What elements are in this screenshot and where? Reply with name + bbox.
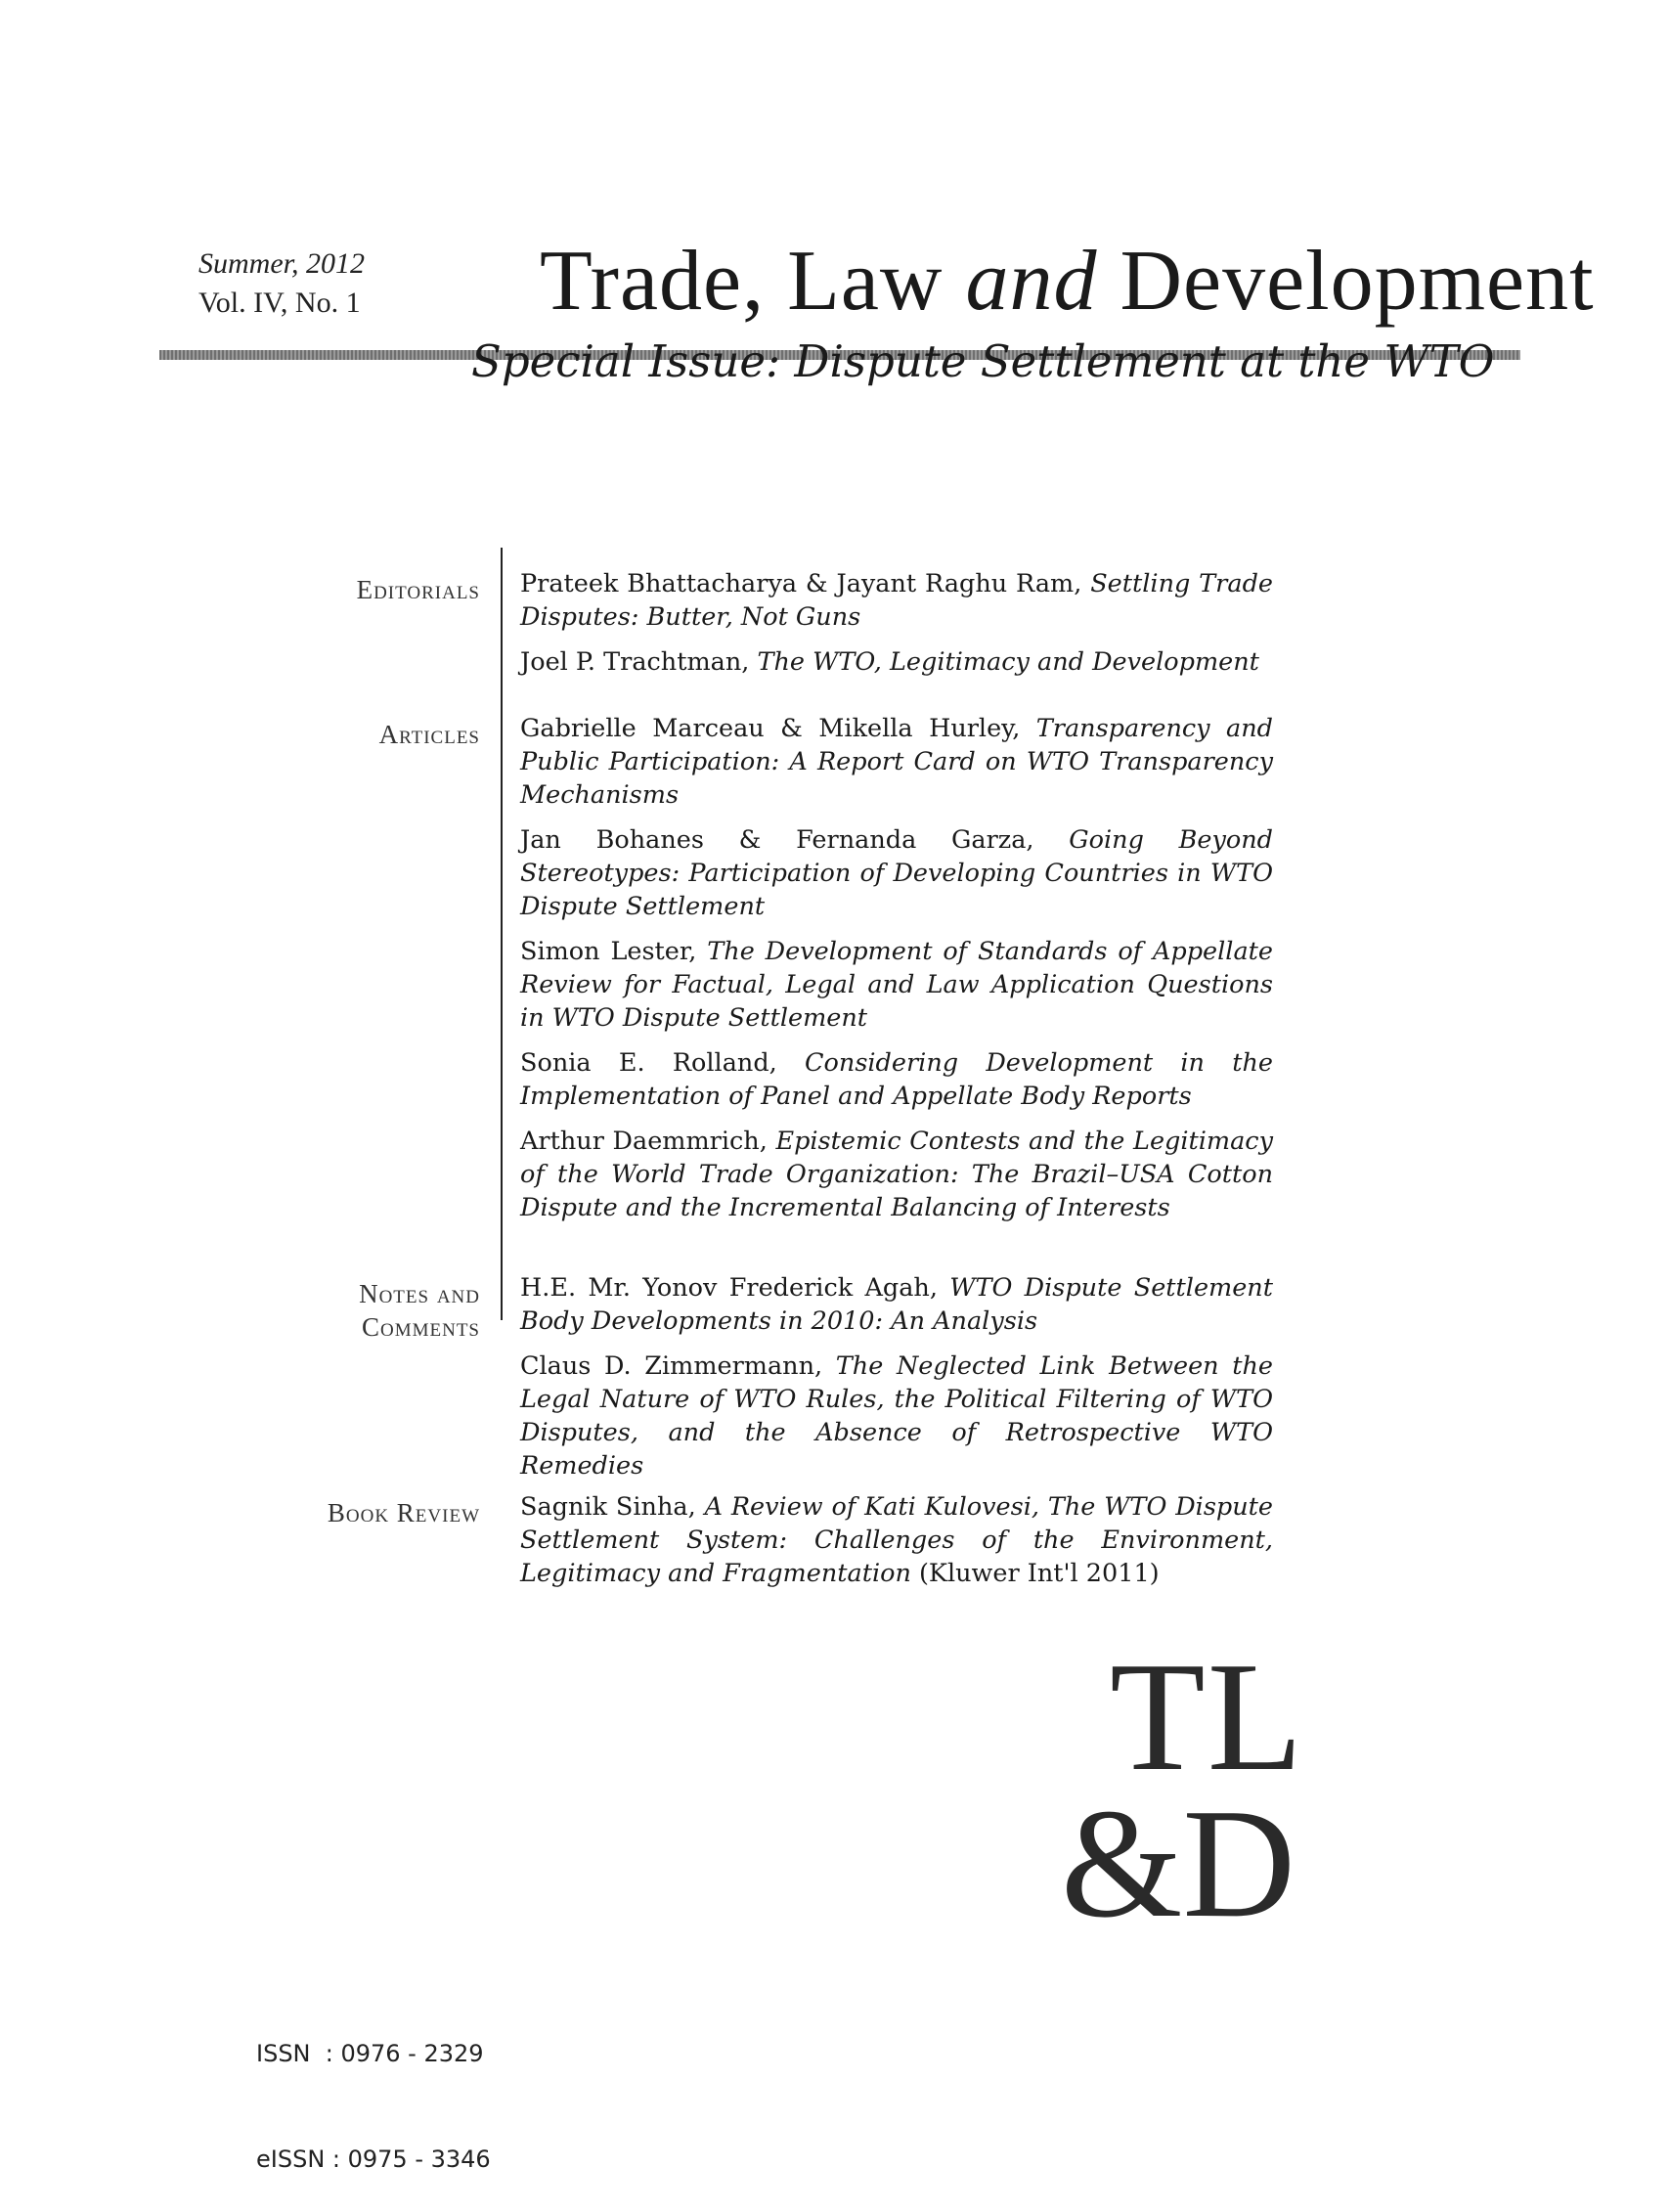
entry-author: H.E. Mr. Yonov Frederick Agah,: [520, 1273, 950, 1303]
logo-line1: TL: [1110, 1629, 1305, 1803]
entry-author: Gabrielle Marceau & Mikella Hurley,: [520, 714, 1036, 743]
entry-title: WTO Dispute Settlement Body Developments in 2010: An Analysis: [520, 1273, 1273, 1336]
entry-title: Transparency and Public Participation: A Report Card on WTO Transparency Mechanisms: [520, 714, 1273, 810]
toc-entry[interactable]: [520, 1490, 1273, 1590]
section-label-notes-line1: Notes and: [359, 1279, 480, 1308]
masthead-meta: [198, 244, 365, 323]
issue-season: Summer, 2012: [198, 247, 365, 280]
section-label-articles: Articles: [378, 720, 480, 749]
section-label-book-review: Book Review: [327, 1498, 480, 1527]
entry-title: The WTO, Legitimacy and Development: [757, 647, 1259, 677]
issue-heading: Special Issue: Dispute Settlement at the WTO: [471, 335, 1495, 387]
journal-title-and: and: [965, 234, 1098, 329]
entry-title: The Development of Standards of Appellate Review for Factual, Legal and Law Application Questions in WTO Dispute Settlement: [520, 937, 1273, 1033]
issn-block: [256, 1966, 491, 2212]
toc-entry[interactable]: [520, 1125, 1273, 1224]
entry-author: Claus D. Zimmermann,: [520, 1351, 836, 1381]
entry-title: Going Beyond Stereotypes: Participation of Developing Countries in WTO Dispute Settlement: [520, 825, 1273, 921]
toc-entry[interactable]: [520, 1046, 1273, 1113]
journal-title-part1: Trade, Law: [540, 234, 966, 329]
entry-title: Settling Trade Disputes: Butter, Not Guns: [520, 569, 1273, 632]
logo-line2: &D: [1061, 1776, 1296, 1950]
entry-author: Sagnik Sinha,: [520, 1492, 705, 1522]
entry-author: Simon Lester,: [520, 937, 708, 966]
entry-author: Arthur Daemmrich,: [520, 1127, 776, 1156]
entry-title: The Neglected Link Between the Legal Nature of WTO Rules, the Political Filtering of WTO Disputes, and the Absence of Retrospective WTO Remedies: [520, 1351, 1273, 1481]
issue-volume: Vol. IV, No. 1: [198, 287, 361, 319]
entry-author: Jan Bohanes & Fernanda Garza,: [520, 825, 1070, 855]
entry-author: Sonia E. Rolland,: [520, 1048, 806, 1078]
entry-author: Joel P. Trachtman,: [520, 647, 758, 677]
entry-title: A Review of Kati Kulovesi, The WTO Dispute Settlement System: Challenges of the Environment, Legitimacy and Fragmentation: [520, 1492, 1273, 1588]
entry-title: Epistemic Contests and the Legitimacy of the World Trade Organization: The Brazil–USA Cotton Dispute and the Incremental Balancing of Interests: [520, 1127, 1273, 1222]
issn-print: ISSN : 0976 - 2329: [256, 2040, 484, 2067]
toc-entry[interactable]: [520, 645, 1273, 679]
toc-divider: [501, 548, 503, 1320]
entry-author: Prateek Bhattacharya & Jayant Raghu Ram,: [520, 569, 1091, 598]
toc-entry[interactable]: [520, 712, 1273, 812]
toc-entry[interactable]: [520, 823, 1273, 923]
toc-entry[interactable]: [520, 1349, 1273, 1482]
entry-suffix: (Kluwer Int'l 2011): [910, 1559, 1160, 1588]
journal-title: [540, 233, 1595, 331]
section-label-editorials: Editorials: [356, 575, 480, 604]
entry-title: Considering Development in the Implementation of Panel and Appellate Body Reports: [520, 1048, 1273, 1111]
issn-electronic: eISSN : 0975 - 3346: [256, 2146, 491, 2173]
toc-entry[interactable]: [520, 567, 1273, 634]
section-label-notes-line2: Comments: [361, 1312, 480, 1342]
toc-entry[interactable]: [520, 1271, 1273, 1338]
journal-title-part2: Development: [1097, 234, 1595, 329]
toc-entry[interactable]: [520, 935, 1273, 1035]
